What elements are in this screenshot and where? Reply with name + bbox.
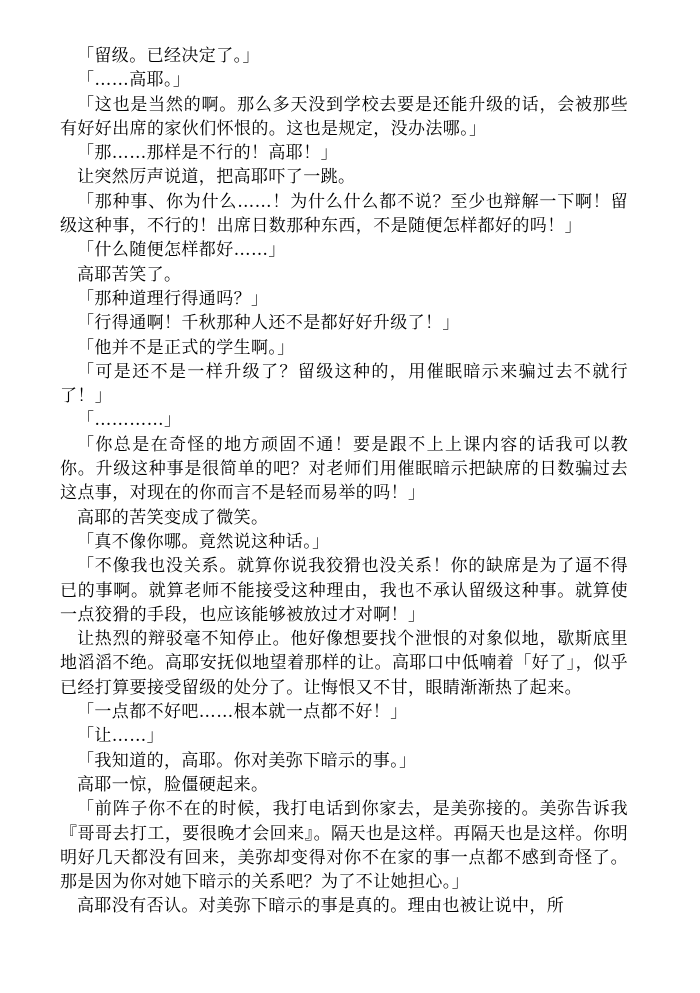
paragraph: 「不像我也没关系。就算你说我狡猾也没关系！你的缺席是为了逼不得已的事啊。就算老师不能接受这种理由，我也不承认留级这种事。就算使一点狡猾的手段，也应该能够被放过才对啊！」 [60, 556, 628, 625]
paragraph: 高耶的苦笑变成了微笑。 [77, 507, 269, 528]
paragraph: 「他并不是正式的学生啊。」 [77, 337, 295, 358]
paragraph: 「那种道理行得通吗？」 [77, 288, 269, 309]
paragraph: 「那……那样是不行的！高耶！」 [77, 143, 338, 164]
paragraph: 「那种事、你为什么……！为什么什么都不说？至少也辩解一下啊！留级这种事，不行的！出席日数那种东西，不是随便怎样都好的吗！」 [60, 191, 628, 237]
paragraph: 「前阵子你不在的时候，我打电话到你家去，是美弥接的。美弥告诉我『哥哥去打工，要很晚才会回来』。隔天也是这样。再隔天也是这样。你明明好几天都没有回来，美弥却变得对你不在家的事一点都不感到奇怪了。那是因为你对她下暗示的关系吧？为了不让她担心。」 [60, 799, 628, 893]
paragraph: 「你总是在奇怪的地方顽固不通！要是跟不上上课内容的话我可以教你。升级这种事是很简单的吧？对老师们用催眠暗示把缺席的日数骗过去这点事，对现在的你而言不是轻而易举的吗！」 [60, 434, 628, 504]
paragraph: 「我知道的，高耶。你对美弥下暗示的事。」 [77, 750, 417, 771]
paragraph: 「……高耶。」 [77, 70, 191, 91]
paragraph: 「可是还不是一样升级了？留级这种的，用催眠暗示来骗过去不就行了！」 [60, 361, 628, 407]
paragraph: 高耶苦笑了。 [77, 264, 182, 285]
paragraph: 「…………」 [77, 410, 182, 431]
paragraph: 「行得通啊！千秋那种人还不是都好好升级了！」 [77, 313, 460, 334]
paragraph: 让突然厉声说道，把高耶吓了一跳。 [77, 167, 356, 188]
paragraph: 「真不像你哪。竟然说这种话。」 [77, 531, 330, 552]
paragraph: 「留级。已经决定了。」 [77, 46, 260, 66]
paragraph: 「让……」 [77, 726, 164, 747]
paragraph: 「一点都不好吧……根本就一点都不好！」 [77, 702, 408, 723]
paragraph: 高耶一惊，脸僵硬起来。 [77, 774, 269, 795]
paragraph: 高耶没有否认。对美弥下暗示的事是真的。理由也被让说中，所 [77, 896, 565, 917]
paragraph: 「这也是当然的啊。那么多天没到学校去要是还能升级的话，会被那些有好好出席的家伙们怀恨的。这也是规定，没办法哪。」 [60, 94, 628, 139]
paragraph: 「什么随便怎样都好……」 [77, 240, 286, 261]
paragraph: 让热烈的辩驳毫不知停止。他好像想要找个泄恨的对象似地，歇斯底里地滔滔不绝。高耶安抚似地望着那样的让。高耶口中低喃着「好了」，似乎已经打算要接受留级的处分了。让悔恨又不甘，眼睛渐渐热了起来。 [60, 629, 628, 698]
